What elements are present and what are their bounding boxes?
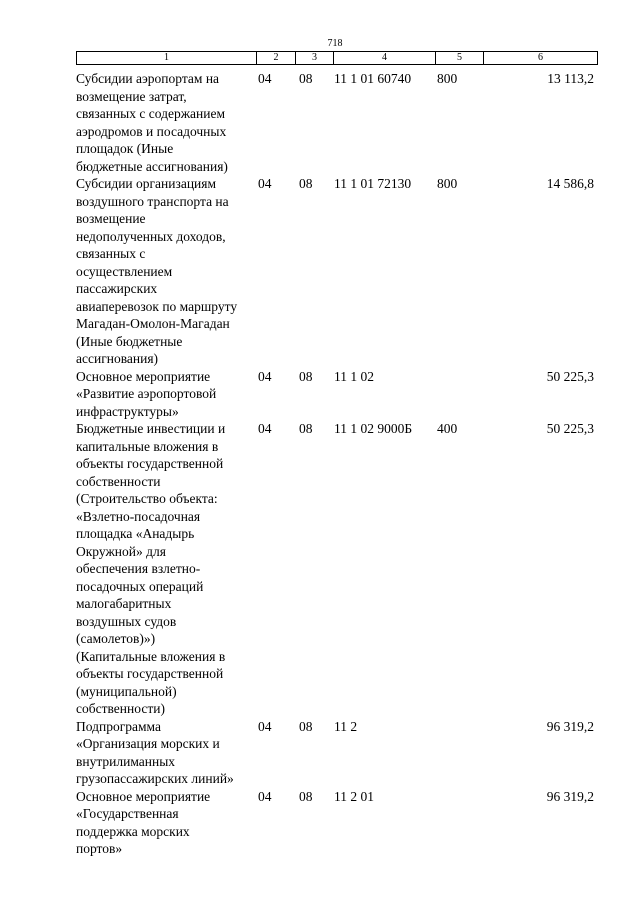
row-expense-type-code: 800 (437, 71, 458, 86)
row-subsection-code: 08 (299, 71, 313, 86)
row-target-article-code: 11 1 01 72130 (334, 176, 412, 191)
row-target-article-code: 11 1 02 9000Б (334, 421, 413, 436)
table-row (76, 788, 598, 858)
header-col-3: 3 (296, 52, 334, 64)
row-name: Основное мероприятие «Развитие аэропортовой инфраструктуры» (76, 368, 217, 419)
table-body (76, 70, 598, 858)
row-expense-type-code: 400 (437, 421, 458, 436)
row-section-code: 04 (258, 176, 272, 191)
table-header (76, 51, 598, 65)
header-col-5: 5 (436, 52, 484, 64)
table-row (76, 70, 598, 175)
row-target-article-code: 11 2 01 (334, 788, 374, 804)
row-name: Субсидии организациям воздушного транспорта на возмещение недополученных доходов, связанных с осуществлением пассажирских авиаперевозок по маршруту Магадан-Омолон-Магадан (Иные бюджетные ассигнования) (76, 176, 238, 366)
row-amount: 50 225,3 (546, 368, 594, 384)
table-row (76, 368, 598, 421)
table-row (76, 175, 598, 368)
header-col-4: 4 (334, 52, 436, 64)
row-section-code: 04 (258, 71, 272, 86)
header-col-2: 2 (257, 52, 296, 64)
row-name: Основное мероприятие «Государственная поддержка морских портов» (76, 788, 211, 856)
row-name: Субсидии аэропортам на возмещение затрат, связанных с содержанием аэродромов и посадочных площадок (Иные бюджетные ассигнования) (76, 71, 228, 174)
row-section-code: 04 (258, 421, 272, 436)
row-subsection-code: 08 (299, 788, 313, 804)
header-col-1: 1 (77, 52, 257, 64)
row-section-code: 04 (258, 368, 272, 384)
row-amount: 14 586,8 (546, 176, 594, 191)
header-col-6: 6 (538, 52, 543, 63)
row-target-article-code: 11 2 (334, 718, 358, 734)
row-amount: 96 319,2 (546, 718, 594, 734)
row-amount: 50 225,3 (546, 421, 594, 436)
row-expense-type-code: 800 (437, 176, 458, 191)
table-row (76, 718, 598, 788)
row-subsection-code: 08 (299, 176, 313, 191)
table-row (76, 420, 598, 718)
row-name: Подпрограмма «Организация морских и внутрилиманных грузопассажирских линий» (76, 718, 234, 786)
row-subsection-code: 08 (299, 368, 313, 384)
row-target-article-code: 11 1 02 (334, 368, 374, 384)
page-number: 718 (327, 38, 343, 49)
row-name: Бюджетные инвестиции и капитальные вложения в объекты государственной собственности (Строительство объекта: «Взлетно-посадочная площадка «Анадырь Окружной» для обеспечения взлетно- посадочных операций малогабаритных воздушных судов (самолетов)») (Капитальные вложения в объекты государственной (муниципальной) собственности) (76, 421, 226, 716)
row-section-code: 04 (258, 788, 272, 804)
row-subsection-code: 08 (299, 421, 313, 436)
row-amount: 96 319,2 (546, 788, 594, 804)
row-target-article-code: 11 1 01 60740 (334, 71, 412, 86)
row-amount: 13 113,2 (547, 71, 594, 86)
row-subsection-code: 08 (299, 718, 313, 734)
row-section-code: 04 (258, 718, 272, 734)
